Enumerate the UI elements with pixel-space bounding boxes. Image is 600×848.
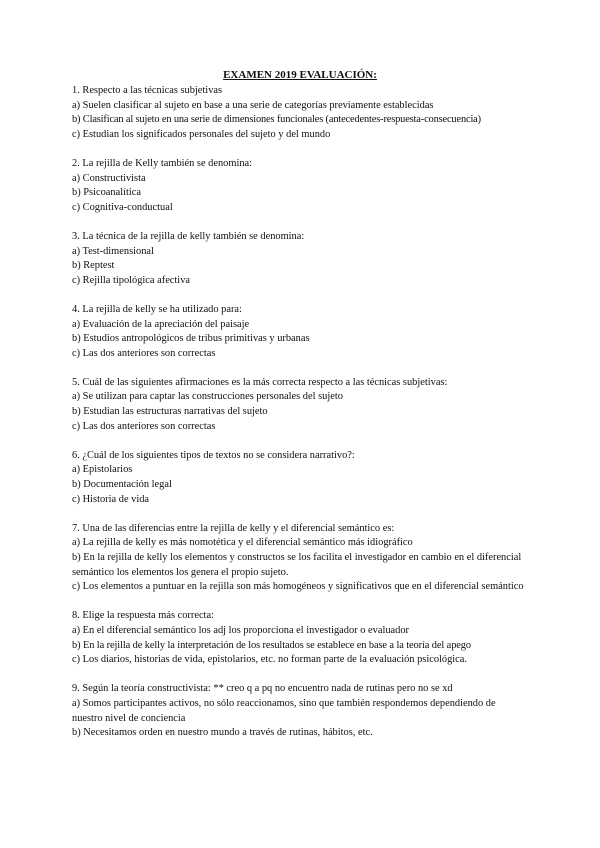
- option-b: b) Estudian las estructuras narrativas del sujeto: [72, 406, 268, 418]
- question-stem: 3. La técnica de la rejilla de kelly también se denomina:: [72, 230, 305, 242]
- question-stem: 8. Elige la respuesta más correcta:: [72, 610, 214, 622]
- option-b: b) Reptest: [72, 260, 115, 272]
- option-c: c) Estudian los significados personales del sujeto y del mundo: [72, 128, 331, 140]
- option-b: b) Documentación legal: [72, 479, 172, 491]
- option-a: a) Constructivista: [72, 172, 146, 184]
- question-5: [72, 376, 528, 434]
- question-stem: 4. La rejilla de kelly se ha utilizado para:: [72, 303, 242, 315]
- question-stem: 6. ¿Cuál de los siguientes tipos de textos no se considera narrativo?:: [72, 449, 355, 461]
- question-2: [72, 157, 528, 215]
- question-stem: 9. Según la teoría constructivista: ** creo q a pq no encuentro nada de rutinas pero no se xd: [72, 683, 453, 695]
- question-3: [72, 230, 528, 288]
- option-a: a) La rejilla de kelly es más nomotética y el diferencial semántico más idiográfico: [72, 537, 413, 549]
- option-c: c) Los elementos a puntuar en la rejilla son más homogéneos y significativos que en el diferencial semántico: [72, 581, 524, 593]
- option-a: a) Suelen clasificar al sujeto en base a una serie de categorías previamente establecidas: [72, 99, 434, 111]
- question-7: [72, 522, 528, 595]
- option-b: b) En la rejilla de kelly la interpretación de los resultados se establece en base a la teoría del apego: [72, 639, 471, 651]
- question-stem: 7. Una de las diferencias entre la rejilla de kelly y el diferencial semántico es:: [72, 522, 395, 534]
- question-9: [72, 682, 528, 740]
- option-b: b) Clasifican al sujeto en una serie de dimensiones funcionales (antecedentes-respuesta-consecuencia): [72, 114, 481, 126]
- option-c: c) Las dos anteriores son correctas: [72, 420, 216, 432]
- question-stem: 2. La rejilla de Kelly también se denomina:: [72, 157, 253, 169]
- question-1: [72, 84, 528, 142]
- option-a: a) Se utilizan para captar las construcciones personales del sujeto: [72, 391, 343, 403]
- option-a: a) Somos participantes activos, no sólo reaccionamos, sino que también respondemos dependiendo de nuestro nivel de conciencia: [72, 697, 496, 724]
- question-stem: 5. Cuál de las siguientes afirmaciones es la más correcta respecto a las técnicas subjetivas:: [72, 376, 448, 388]
- option-a: a) Test-dimensional: [72, 245, 154, 257]
- option-c: c) Los diarios, historias de vida, epistolarios, etc. no forman parte de la evaluación psicológica.: [72, 654, 468, 666]
- option-a: a) Epistolarios: [72, 464, 133, 476]
- question-stem: 1. Respecto a las técnicas subjetivas: [72, 85, 223, 96]
- option-b: b) Estudios antropológicos de tribus primitivas y urbanas: [72, 333, 310, 345]
- question-8: [72, 609, 528, 667]
- option-a: a) Evaluación de la apreciación del paisaje: [72, 318, 250, 330]
- option-b: b) Psicoanalítica: [72, 187, 141, 199]
- option-c: c) Historia de vida: [72, 493, 150, 505]
- question-6: [72, 449, 528, 507]
- question-list: [72, 84, 528, 755]
- option-c: c) Rejilla tipológica afectiva: [72, 274, 190, 286]
- question-4: [72, 303, 528, 361]
- option-b: b) Necesitamos orden en nuestro mundo a través de rutinas, hábitos, etc.: [72, 727, 373, 739]
- option-b: b) En la rejilla de kelly los elementos y constructos se los facilita el investigador en cambio en el diferencial semántico los elementos los genera el propio sujeto.: [72, 552, 522, 578]
- option-c: c) Cognitiva-conductual: [72, 201, 173, 213]
- exam-title: EXAMEN 2019 EVALUACIÓN:: [223, 69, 377, 81]
- option-a: a) En el diferencial semántico los adj los proporciona el investigador o evaluador: [72, 624, 410, 636]
- option-c: c) Las dos anteriores son correctas: [72, 347, 216, 359]
